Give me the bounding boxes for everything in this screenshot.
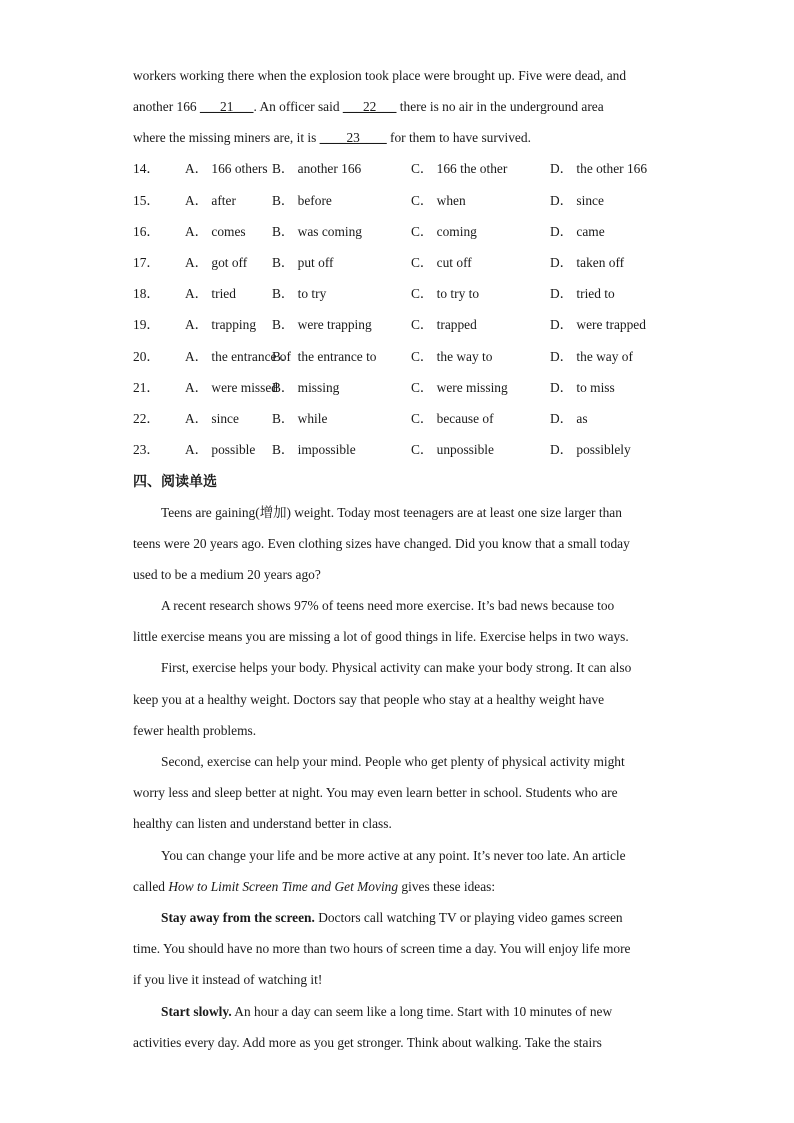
option-a: A． after [185,193,236,208]
option-a: A． got off [185,255,248,270]
option-d: D． tried to [550,286,615,301]
reading-line [133,815,392,833]
option-c: C． unpossible [411,442,494,457]
option-b: B． missing [272,380,340,395]
question-number: 18． [133,286,160,301]
question-23 [133,441,693,459]
text: teens were 20 years ago. Even clothing sizes have changed. Did you know that a small today [133,536,630,551]
reading-line [133,878,495,896]
blank-22: ___22___ [342,99,397,114]
text: gives these ideas: [398,879,496,894]
option-b: B． to try [272,286,327,301]
option-a: A． since [185,411,239,426]
question-14 [133,160,693,178]
option-c: C． trapped [411,317,477,332]
option-a: A． trapping [185,317,257,332]
option-a: A． were missed [185,380,278,395]
reading-line [133,566,321,584]
reading-line [161,659,631,677]
text: where the missing miners are, it is [133,130,320,145]
option-d: D． came [550,224,605,239]
option-b: B． was coming [272,224,363,239]
reading-line [161,753,625,771]
passage-line [133,98,604,116]
section-heading: 四、阅读单选 [133,474,217,490]
text: called [133,879,169,894]
tip-heading: Start slowly. [161,1004,232,1019]
text: used to be a medium 20 years ago? [133,567,321,582]
text: time. You should have no more than two hours of screen time a day. You will enjoy life more [133,941,631,956]
reading-line [133,940,630,958]
text: Second, exercise can help your mind. People who get plenty of physical activity might [161,754,625,769]
question-20 [133,348,693,366]
question-18 [133,285,693,303]
reading-line [133,535,630,553]
option-b: B． the entrance to [272,349,377,364]
question-number: 21． [133,380,160,395]
text: for them to have survived. [386,130,531,145]
reading-line [133,722,256,740]
question-16 [133,223,693,241]
option-a: A． tried [185,286,236,301]
question-number: 20． [133,349,160,364]
text: . An officer said [253,99,343,114]
text: Teens are gaining(增加) weight. Today most teenagers are at least one size larger than [161,505,622,520]
text: another 166 [133,99,200,114]
option-b: B． while [272,411,328,426]
passage-line [133,67,626,85]
option-c: C． coming [411,224,477,239]
text: Doctors call watching TV or playing video games screen [314,910,623,925]
text: First, exercise helps your body. Physical activity can make your body strong. It can also [161,660,632,675]
option-d: D． taken off [550,255,625,270]
option-c: C． because of [411,411,494,426]
option-d: D． possiblely [550,442,631,457]
question-number: 22． [133,411,160,426]
text: healthy can listen and understand better in class. [133,816,392,831]
option-d: D． were trapped [550,317,646,332]
question-number: 15． [133,193,160,208]
blank-21: ___21___ [199,99,254,114]
option-d: D． the other 166 [550,161,648,176]
option-a: A． comes [185,224,246,239]
question-19 [133,316,693,334]
reading-line [133,691,604,709]
option-a: A． the entrance of [185,349,291,364]
option-a: A． possible [185,442,256,457]
option-c: C． cut off [411,255,472,270]
option-c: C． when [411,193,466,208]
reading-line [133,1034,602,1052]
reading-line [161,1003,612,1021]
text: worry less and sleep better at night. You may even learn better in school. Students who are [133,785,618,800]
reading-line [161,504,622,522]
option-b: B． put off [272,255,334,270]
question-number: 19． [133,317,160,332]
question-number: 23． [133,442,160,457]
reading-line [133,628,629,646]
tip-heading: Stay away from the screen. [161,910,315,925]
question-21 [133,379,693,397]
question-22 [133,410,693,428]
option-c: C． 166 the other [411,161,508,176]
passage-line [133,129,531,147]
reading-line [161,847,626,865]
option-c: C． were missing [411,380,508,395]
option-d: D． since [550,193,604,208]
text: if you live it instead of watching it! [133,972,323,987]
option-d: D． as [550,411,588,426]
option-c: C． to try to [411,286,480,301]
reading-line [133,971,322,989]
question-number: 16． [133,224,160,239]
question-number: 14． [133,161,160,176]
option-b: B． another 166 [272,161,362,176]
option-c: C． the way to [411,349,493,364]
option-d: D． the way of [550,349,633,364]
question-17 [133,254,693,272]
option-b: B． impossible [272,442,356,457]
text: fewer health problems. [133,723,257,738]
text: activities every day. Add more as you get stronger. Think about walking. Take the stairs [133,1035,602,1050]
text: there is no air in the underground area [396,99,604,114]
text: little exercise means you are missing a lot of good things in life. Exercise helps in two ways. [133,629,629,644]
text: workers working there when the explosion took place were brought up. Five were dead, and [133,68,627,83]
article-title: How to Limit Screen Time and Get Moving [168,879,399,894]
option-b: B． were trapping [272,317,372,332]
option-b: B． before [272,193,332,208]
question-15 [133,192,693,210]
option-a: A． 166 others [185,161,268,176]
text: keep you at a healthy weight. Doctors say that people who stay at a healthy weight have [133,692,605,707]
text: You can change your life and be more active at any point. It’s never too late. An article [161,848,626,863]
question-number: 17． [133,255,160,270]
option-d: D． to miss [550,380,615,395]
reading-line [161,597,614,615]
text: An hour a day can seem like a long time. Start with 10 minutes of new [231,1004,613,1019]
reading-line [161,909,623,927]
text: A recent research shows 97% of teens need more exercise. It’s bad news because too [161,598,615,613]
reading-line [133,784,618,802]
blank-23: ____23____ [319,130,387,145]
